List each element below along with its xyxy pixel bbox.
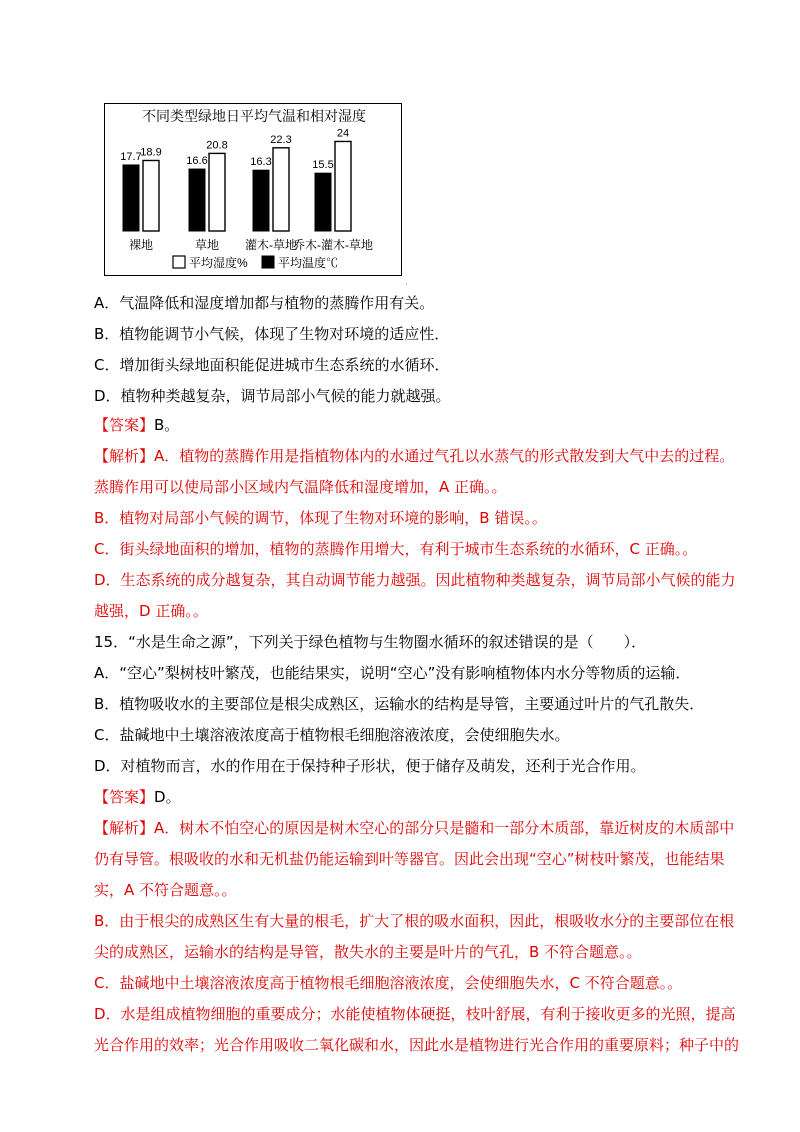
analysis-label: 【解析】 xyxy=(94,819,155,837)
bar-chart xyxy=(104,103,402,276)
answer-value: D。 xyxy=(154,788,181,806)
analysis-label: 【解析】 xyxy=(94,447,155,465)
answer-line xyxy=(94,415,179,435)
option-a: A．气温降低和湿度增加都与植物的蒸腾作用有关。 xyxy=(94,294,435,312)
analysis-line: 光合作用的效率；光合作用吸收二氧化碳和水，因此水是植物进行光合作用的重要原料；种子中的 xyxy=(94,1036,740,1054)
temperature-value-label: 15.5 xyxy=(312,159,334,172)
analysis-line: C．盐碱地中土壤溶液浓度高于植物根毛细胞溶液浓度，会使细胞失水，C 不符合题意。。 xyxy=(94,974,683,992)
analysis-line: 实，A 不符合题意。。 xyxy=(94,881,237,899)
option-b: B．植物能调节小气候，体现了生物对环境的适应性． xyxy=(94,325,450,343)
humidity-value-label: 20.8 xyxy=(206,139,228,152)
legend-label-temperature: 平均温度℃ xyxy=(278,256,339,270)
temperature-bar xyxy=(253,170,269,231)
humidity-bar xyxy=(143,160,159,231)
answer-label: 【答案】 xyxy=(94,788,155,806)
option-a: A．“空心”梨树枝叶繁茂，也能结果实，说明“空心”没有影响植物体内水分等物质的运输． xyxy=(94,664,691,682)
category-label: 灌木-草地 xyxy=(245,238,297,252)
temperature-value-label: 17.7 xyxy=(120,150,142,163)
answer-label: 【答案】 xyxy=(94,416,155,434)
analysis-line: D．生态系统的成分越复杂，其自动调节能力越强。因此植物种类越复杂，调节局部小气候的能力 xyxy=(94,571,736,589)
analysis-line: 仍有导管。根吸收的水和无机盐仍能运输到叶等器官。因此会出现“空心”树枝叶繁茂，也能结果 xyxy=(94,850,725,868)
option-d: D．植物种类越复杂，调节局部小气候的能力就越强。 xyxy=(94,387,451,405)
legend-swatch-temperature xyxy=(262,256,274,268)
temperature-bar xyxy=(123,165,139,231)
legend-label-humidity: 平均湿度% xyxy=(189,256,248,270)
humidity-value-label: 24 xyxy=(336,127,350,140)
analysis-line: 越强，D 正确。。 xyxy=(94,602,208,620)
analysis-line: 尖的成熟区，运输水的结构是导管，散失水的主要是叶片的气孔，B 不符合题意。。 xyxy=(94,943,642,961)
analysis-line: B．植物对局部小气候的调节，体现了生物对环境的影响，B 错误。。 xyxy=(94,509,547,527)
category-label: 草地 xyxy=(194,238,220,252)
temperature-value-label: 16.3 xyxy=(250,156,272,169)
humidity-bar xyxy=(209,153,225,231)
answer-line xyxy=(94,787,181,807)
temperature-bar xyxy=(189,169,205,231)
analysis-line: D．水是组成植物细胞的重要成分；水能使植物体硬挺，枝叶舒展，有利于接收更多的光照，提高 xyxy=(94,1005,736,1023)
humidity-bar xyxy=(273,148,289,231)
option-b: B．植物吸收水的主要部位是根尖成熟区，运输水的结构是导管，主要通过叶片的气孔散失． xyxy=(94,695,705,713)
question-15-stem: 15．“水是生命之源”，下列关于绿色植物与生物圈水循环的叙述错误的是（ ）． xyxy=(94,633,647,651)
paragraph-mark: · xyxy=(405,280,408,290)
humidity-value-label: 22.3 xyxy=(270,133,292,146)
category-label: 裸地 xyxy=(128,238,154,252)
analysis-line: C．街头绿地面积的增加，植物的蒸腾作用增大，有利于城市生态系统的水循环，C 正确。。 xyxy=(94,540,698,558)
analysis-line xyxy=(94,446,734,466)
analysis-line: B．由于根尖的成熟区生有大量的根毛，扩大了根的吸水面积，因此，根吸收水分的主要部位在根 xyxy=(94,912,735,930)
chart-svg xyxy=(105,104,403,277)
analysis-text: A．树木不怕空心的原因是树木空心的部分只是髓和一部分木质部，靠近树皮的木质部中 xyxy=(154,819,735,837)
legend-swatch-humidity xyxy=(173,256,185,268)
temperature-value-label: 16.6 xyxy=(186,155,208,168)
option-c: C．增加街头绿地面积能促进城市生态系统的水循环． xyxy=(94,356,450,374)
humidity-bar xyxy=(335,141,351,231)
chart-title: 不同类型绿地日平均气温和相对湿度 xyxy=(142,108,366,124)
analysis-line: 蒸腾作用可以使局部小区域内气温降低和湿度增加，A 正确。。 xyxy=(94,478,507,496)
temperature-bar xyxy=(315,173,331,231)
option-d: D．对植物而言，水的作用在于保持种子形状，便于储存及萌发，还利于光合作用。 xyxy=(94,757,646,775)
humidity-value-label: 18.9 xyxy=(140,146,162,159)
category-label: 乔木-灌木-草地 xyxy=(293,238,373,252)
answer-value: B。 xyxy=(154,416,180,434)
option-c: C．盐碱地中土壤溶液浓度高于植物根毛细胞溶液浓度，会使细胞失水。 xyxy=(94,726,570,744)
analysis-text: A．植物的蒸腾作用是指植物体内的水通过气孔以水蒸气的形式散发到大气中去的过程。 xyxy=(154,447,735,465)
analysis-line xyxy=(94,818,734,838)
